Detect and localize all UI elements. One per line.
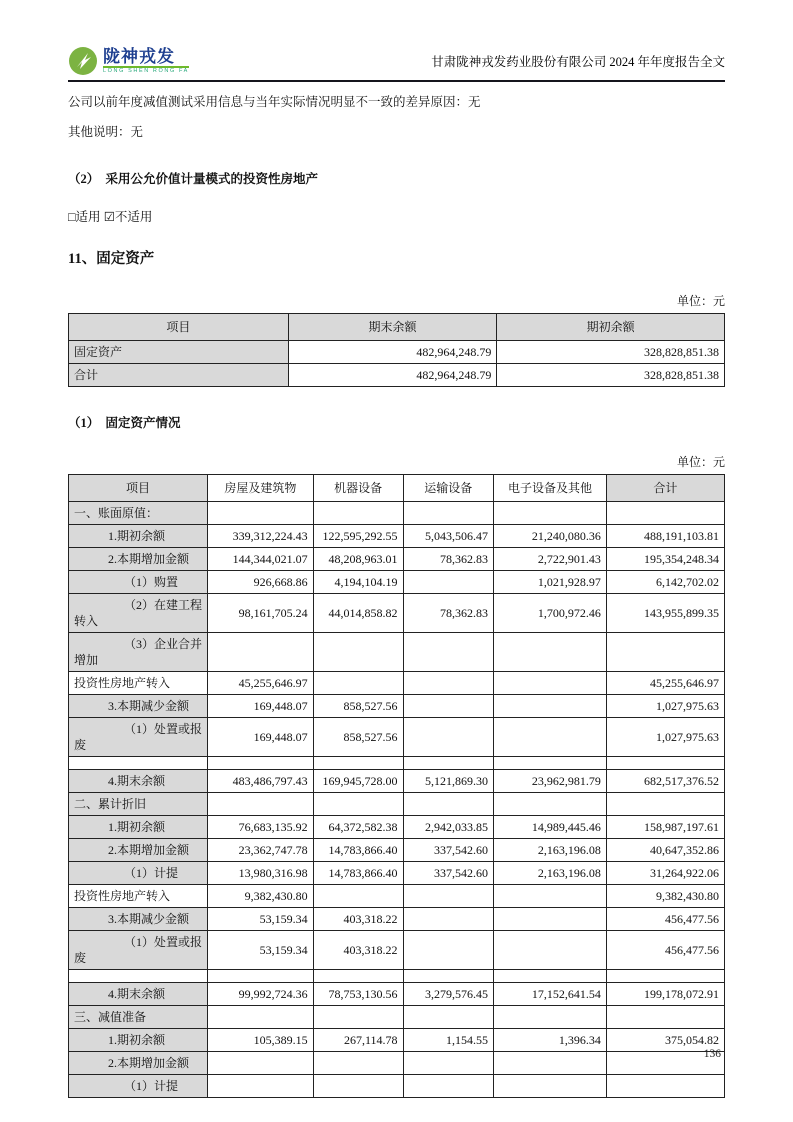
cell-value — [403, 792, 494, 815]
row-label: 一、账面原值： — [69, 501, 208, 524]
cell-value — [403, 694, 494, 717]
row-label: （1）处置或报废 — [69, 930, 208, 969]
cell-value: 403,318.22 — [313, 930, 403, 969]
row-label: 2.本期增加金额 — [69, 1051, 208, 1074]
table-row — [69, 632, 725, 671]
table-row — [69, 861, 725, 884]
cell-value — [403, 1051, 494, 1074]
row-label: 固定资产 — [69, 340, 289, 363]
row-label: 3.本期减少金额 — [69, 907, 208, 930]
column-header: 合计 — [606, 474, 724, 501]
cell-value: 9,382,430.80 — [208, 884, 314, 907]
spacer-row — [69, 969, 725, 982]
cell-value — [313, 792, 403, 815]
cell-value: 1,154.55 — [403, 1028, 494, 1051]
table-row — [69, 717, 725, 756]
cell-value: 1,396.34 — [494, 1028, 607, 1051]
cell-value: 858,527.56 — [313, 694, 403, 717]
table-row — [69, 671, 725, 694]
cell-value — [606, 1005, 724, 1028]
cell-value: 78,362.83 — [403, 593, 494, 632]
checkbox-not-applicable: ☑不适用 — [103, 209, 153, 224]
applicability-line — [68, 207, 725, 225]
cell-value — [208, 632, 314, 671]
company-logo — [68, 46, 189, 76]
row-label — [69, 756, 208, 769]
para-other-note: 其他说明：无 — [68, 125, 144, 140]
cell-value: 337,542.60 — [403, 838, 494, 861]
cell-value: 14,783,866.40 — [313, 861, 403, 884]
cell-value — [606, 501, 724, 524]
cell-value — [313, 1051, 403, 1074]
cell-value — [403, 501, 494, 524]
cell-value — [403, 1005, 494, 1028]
row-label: 投资性房地产转入 — [69, 884, 208, 907]
table-row — [69, 501, 725, 524]
cell-value: 143,955,899.35 — [606, 593, 724, 632]
cell-value — [494, 717, 607, 756]
cell-value — [208, 969, 314, 982]
cell-value: 158,987,197.61 — [606, 815, 724, 838]
cell-value — [313, 1074, 403, 1097]
para-impairment-note: 公司以前年度减值测试采用信息与当年实际情况明显不一致的差异原因：无 — [68, 95, 481, 109]
unit-label-summary: 单位：元 — [676, 293, 725, 308]
cell-value: 144,344,021.07 — [208, 547, 314, 570]
cell-value: 14,783,866.40 — [313, 838, 403, 861]
row-label: 3.本期减少金额 — [69, 694, 208, 717]
cell-value — [494, 884, 607, 907]
table-row — [69, 524, 725, 547]
cell-value: 1,027,975.63 — [606, 694, 724, 717]
heading-fixed-assets: 11、固定资产 — [68, 250, 155, 267]
cell-value — [494, 1051, 607, 1074]
table-header-row — [69, 474, 725, 501]
cell-value — [403, 1074, 494, 1097]
cell-value — [403, 930, 494, 969]
report-title: 甘肃陇神戎发药业股份有限公司 2024 年年度报告全文 — [431, 55, 725, 69]
table-row — [69, 884, 725, 907]
cell-value: 328,828,851.38 — [497, 363, 725, 386]
cell-value — [313, 632, 403, 671]
table-row — [69, 340, 725, 363]
table-row — [69, 1051, 725, 1074]
cell-value — [208, 792, 314, 815]
cell-value: 337,542.60 — [403, 861, 494, 884]
cell-value — [313, 1005, 403, 1028]
cell-value: 3,279,576.45 — [403, 982, 494, 1005]
cell-value: 2,942,033.85 — [403, 815, 494, 838]
cell-value — [494, 1074, 607, 1097]
cell-value — [494, 632, 607, 671]
table-row — [69, 694, 725, 717]
cell-value: 1,021,928.97 — [494, 570, 607, 593]
cell-value: 13,980,316.98 — [208, 861, 314, 884]
cell-value — [208, 1051, 314, 1074]
cell-value: 21,240,080.36 — [494, 524, 607, 547]
cell-value: 44,014,858.82 — [313, 593, 403, 632]
cell-value: 23,962,981.79 — [494, 769, 607, 792]
row-label: 二、累计折旧 — [69, 792, 208, 815]
cell-value: 1,700,972.46 — [494, 593, 607, 632]
cell-value: 926,668.86 — [208, 570, 314, 593]
cell-value: 169,448.07 — [208, 694, 314, 717]
cell-value: 1,027,975.63 — [606, 717, 724, 756]
spacer-row — [69, 756, 725, 769]
cell-value — [606, 792, 724, 815]
cell-value: 858,527.56 — [313, 717, 403, 756]
unit-label-detail: 单位：元 — [676, 454, 725, 469]
row-label: 三、减值准备 — [69, 1005, 208, 1028]
cell-value — [606, 756, 724, 769]
cell-value: 40,647,352.86 — [606, 838, 724, 861]
cell-value: 53,159.34 — [208, 907, 314, 930]
table-header-row — [69, 313, 725, 340]
cell-value: 105,389.15 — [208, 1028, 314, 1051]
cell-value: 9,382,430.80 — [606, 884, 724, 907]
row-label: （1）计提 — [69, 1074, 208, 1097]
cell-value: 78,362.83 — [403, 547, 494, 570]
cell-value: 328,828,851.38 — [497, 340, 725, 363]
table-row — [69, 1005, 725, 1028]
cell-value — [494, 907, 607, 930]
fixed-assets-summary-table — [68, 313, 725, 387]
cell-value: 122,595,292.55 — [313, 524, 403, 547]
cell-value — [606, 1074, 724, 1097]
cell-value: 14,989,445.46 — [494, 815, 607, 838]
cell-value: 99,992,724.36 — [208, 982, 314, 1005]
cell-value: 199,178,072.91 — [606, 982, 724, 1005]
cell-value: 53,159.34 — [208, 930, 314, 969]
cell-value: 375,054.82 — [606, 1028, 724, 1051]
cell-value: 5,121,869.30 — [403, 769, 494, 792]
cell-value: 98,161,705.24 — [208, 593, 314, 632]
cell-value — [313, 884, 403, 907]
row-label: （1）处置或报废 — [69, 717, 208, 756]
logo-text — [103, 48, 189, 75]
cell-value — [403, 717, 494, 756]
row-label: 1.期初余额 — [69, 1028, 208, 1051]
cell-value — [403, 570, 494, 593]
cell-value: 483,486,797.43 — [208, 769, 314, 792]
row-label: 4.期末余额 — [69, 982, 208, 1005]
heading-fixed-assets-detail: （1） 固定资产情况 — [68, 415, 181, 430]
page-number: 136 — [703, 1048, 721, 1060]
cell-value — [313, 671, 403, 694]
column-header: 项目 — [69, 313, 289, 340]
cell-value: 4,194,104.19 — [313, 570, 403, 593]
cell-value — [494, 1005, 607, 1028]
cell-value: 5,043,506.47 — [403, 524, 494, 547]
cell-value: 482,964,248.79 — [288, 363, 497, 386]
cell-value: 2,163,196.08 — [494, 838, 607, 861]
row-label: 2.本期增加金额 — [69, 547, 208, 570]
cell-value — [208, 501, 314, 524]
cell-value — [313, 756, 403, 769]
cell-value — [313, 969, 403, 982]
cell-value — [403, 632, 494, 671]
cell-value — [494, 671, 607, 694]
table-row — [69, 1028, 725, 1051]
cell-value — [208, 1005, 314, 1028]
cell-value: 456,477.56 — [606, 907, 724, 930]
cell-value: 2,163,196.08 — [494, 861, 607, 884]
table-row — [69, 363, 725, 386]
cell-value: 339,312,224.43 — [208, 524, 314, 547]
logo-en-name: LONG SHEN RONG FA — [103, 67, 189, 74]
checkbox-applicable: □适用 — [68, 209, 101, 224]
cell-value: 48,208,963.01 — [313, 547, 403, 570]
column-header: 房屋及建筑物 — [208, 474, 314, 501]
column-header: 运输设备 — [403, 474, 494, 501]
cell-value: 45,255,646.97 — [606, 671, 724, 694]
cell-value — [494, 694, 607, 717]
cell-value — [403, 907, 494, 930]
cell-value — [606, 632, 724, 671]
table-row — [69, 930, 725, 969]
column-header: 期末余额 — [288, 313, 497, 340]
cell-value: 6,142,702.02 — [606, 570, 724, 593]
cell-value: 76,683,135.92 — [208, 815, 314, 838]
cell-value: 169,945,728.00 — [313, 769, 403, 792]
column-header: 电子设备及其他 — [494, 474, 607, 501]
cell-value — [313, 501, 403, 524]
row-label: 投资性房地产转入 — [69, 671, 208, 694]
cell-value: 195,354,248.34 — [606, 547, 724, 570]
cell-value: 488,191,103.81 — [606, 524, 724, 547]
cell-value: 23,362,747.78 — [208, 838, 314, 861]
row-label: （2）在建工程转入 — [69, 593, 208, 632]
logo-mark-icon — [68, 46, 98, 76]
table-row — [69, 907, 725, 930]
logo-cn-name: 陇神戎发 — [103, 46, 175, 66]
heading-investment-property: （2） 采用公允价值计量模式的投资性房地产 — [68, 171, 319, 186]
cell-value — [494, 969, 607, 982]
cell-value: 482,964,248.79 — [288, 340, 497, 363]
table-row — [69, 1074, 725, 1097]
cell-value: 31,264,922.06 — [606, 861, 724, 884]
cell-value: 78,753,130.56 — [313, 982, 403, 1005]
table-row — [69, 838, 725, 861]
cell-value: 64,372,582.38 — [313, 815, 403, 838]
cell-value — [403, 671, 494, 694]
cell-value: 403,318.22 — [313, 907, 403, 930]
cell-value — [494, 930, 607, 969]
column-header: 项目 — [69, 474, 208, 501]
cell-value: 456,477.56 — [606, 930, 724, 969]
cell-value: 45,255,646.97 — [208, 671, 314, 694]
table-row — [69, 547, 725, 570]
row-label: 1.期初余额 — [69, 815, 208, 838]
cell-value — [208, 756, 314, 769]
row-label: （3）企业合并增加 — [69, 632, 208, 671]
table-row — [69, 769, 725, 792]
row-label: 合计 — [69, 363, 289, 386]
cell-value — [403, 756, 494, 769]
cell-value: 267,114.78 — [313, 1028, 403, 1051]
table-row — [69, 593, 725, 632]
row-label: （1）购置 — [69, 570, 208, 593]
cell-value: 17,152,641.54 — [494, 982, 607, 1005]
row-label: 4.期末余额 — [69, 769, 208, 792]
table-row — [69, 815, 725, 838]
column-header: 机器设备 — [313, 474, 403, 501]
fixed-assets-detail-table — [68, 474, 725, 1098]
cell-value — [606, 969, 724, 982]
row-label: 2.本期增加金额 — [69, 838, 208, 861]
cell-value — [494, 792, 607, 815]
row-label — [69, 969, 208, 982]
row-label: （1）计提 — [69, 861, 208, 884]
cell-value — [208, 1074, 314, 1097]
table-row — [69, 570, 725, 593]
cell-value — [403, 884, 494, 907]
row-label: 1.期初余额 — [69, 524, 208, 547]
cell-value — [494, 501, 607, 524]
table-row — [69, 792, 725, 815]
cell-value: 169,448.07 — [208, 717, 314, 756]
cell-value: 682,517,376.52 — [606, 769, 724, 792]
cell-value — [494, 756, 607, 769]
table-row — [69, 982, 725, 1005]
cell-value: 2,722,901.43 — [494, 547, 607, 570]
report-header — [68, 0, 725, 82]
column-header: 期初余额 — [497, 313, 725, 340]
cell-value — [403, 969, 494, 982]
